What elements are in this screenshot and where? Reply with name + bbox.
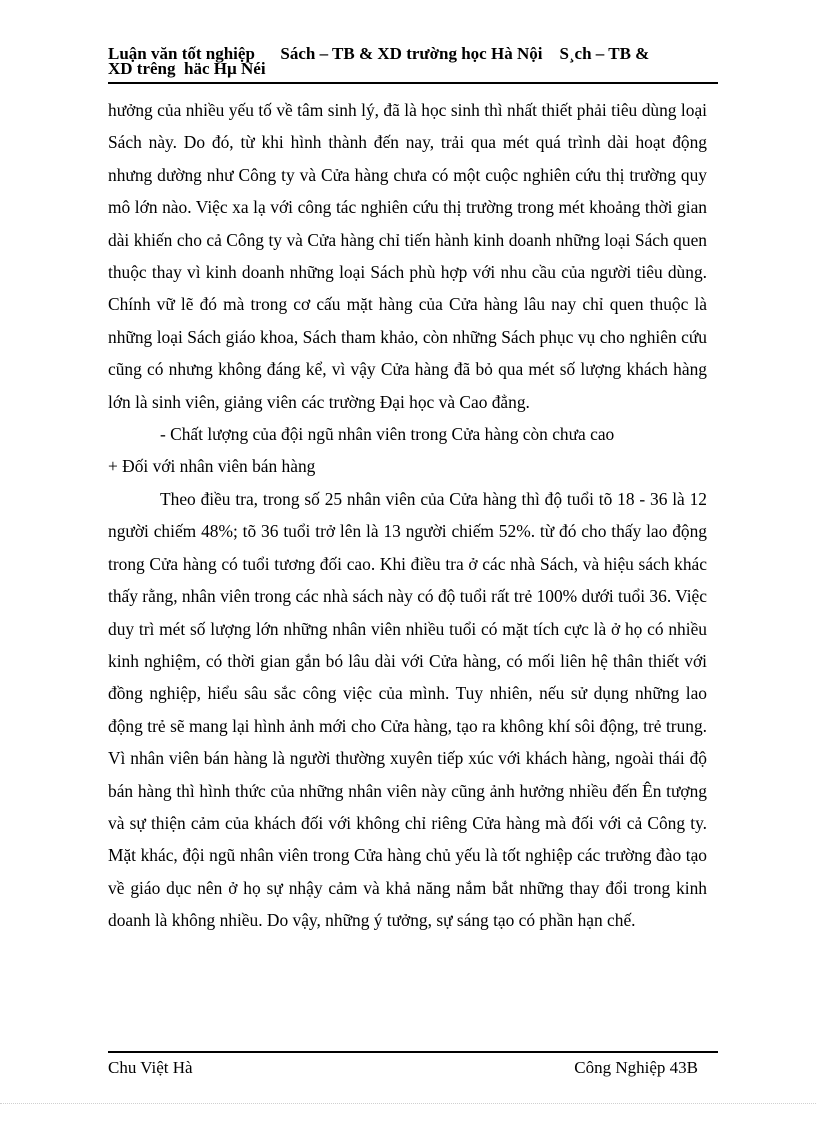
document-body — [108, 94, 707, 937]
page-edge-divider — [0, 1103, 816, 1104]
paragraph-survey-results: Theo điều tra, trong số 25 nhân viên của Cửa hàng thì độ tuổi tõ 18 - 36 là 12 người chiếm 48%; tõ 36 tuổi trở lên là 13 người chiếm 52%. từ đó cho thấy lao động trong Cửa hàng có tuổi tương đối cao. Khi điều tra ở các nhà Sách, và hiệu sách khác thấy rằng, nhân viên trong các nhà sách này có độ tuổi rất trẻ 100% dưới tuổi 36. Việc duy trì mét số lượng lớn những nhân viên nhiều tuổi có mặt tích cực là ở họ có nhiều kinh nghiệm, có thời gian gắn bó lâu dài với Cửa hàng, có mối liên hệ thân thiết với đồng nghiệp, hiểu sâu sắc công việc của mình. Tuy nhiên, nếu sử dụng những lao động trẻ sẽ mang lại hình ảnh mới cho Cửa hàng, tạo ra không khí sôi động, trẻ trung. Vì nhân viên bán hàng là người thường xuyên tiếp xúc với khách hàng, ngoài thái độ bán hàng thì hình thức của những nhân viên này cũng ảnh hưởng nhiều đến Ên tượng và sự thiện cảm của khách đối với không chỉ riêng Cửa hàng mà đối với cả Công ty. Mặt khác, đội ngũ nhân viên trong Cửa hàng chủ yếu là tốt nghiệp các trường đào tạo về giáo dục nên ở họ sự nhậy cảm và khả năng nắm bắt những thay đổi trong kinh doanh là không nhiều. Do vậy, những ý tưởng, sự sáng tạo có phần hạn chế. — [108, 488, 707, 931]
page-header — [108, 46, 718, 76]
header-line-1: Luận văn tốt nghiệp Sách – TB & XD trường học Hà Nội S¸ch – TB & — [108, 44, 650, 63]
header-divider — [108, 82, 718, 84]
paragraph-sales-staff-heading: + Đối với nhân viên bán hàng — [108, 456, 316, 477]
footer-class: Công Nghiệp 43B — [574, 1058, 698, 1077]
page-footer — [108, 1058, 698, 1078]
paragraph-market-research: hưởng của nhiều yếu tố về tâm sinh lý, đã là học sinh thì nhất thiết phải tiêu dùng loại Sách này. Do đó, từ khi hình thành đến nay, trải qua mét quá trình dài hoạt động nhưng dường như Công ty và Cửa hàng chưa có một cuộc nghiên cứu thị trường quy mô lớn nào. Việc xa lạ với công tác nghiên cứu thị trường trong mét khoảng thời gian dài khiến cho cả Công ty và Cửa hàng chỉ tiến hành kinh doanh những loại Sách quen thuộc thay vì kinh doanh những loại Sách phù hợp với nhu cầu của người tiêu dùng. Chính vữ lẽ đó mà trong cơ cấu mặt hàng của Cửa hàng lâu nay chỉ quen thuộc là những loại Sách giáo khoa, Sách tham khảo, còn những Sách phục vụ cho nghiên cứu cũng có nhưng không đáng kể, vì vậy Cửa hàng đã bỏ qua mét số lượng khách hàng lớn là sinh viên, giảng viên các trường Đại học và Cao đẳng. — [108, 100, 707, 412]
header-line-2: XD trêng häc Hµ Néi — [108, 59, 266, 78]
paragraph-staff-quality: - Chất lượng của đội ngũ nhân viên trong Cửa hàng còn chưa cao — [160, 424, 615, 445]
footer-author: Chu Việt Hà — [108, 1058, 193, 1077]
footer-divider — [108, 1051, 718, 1053]
